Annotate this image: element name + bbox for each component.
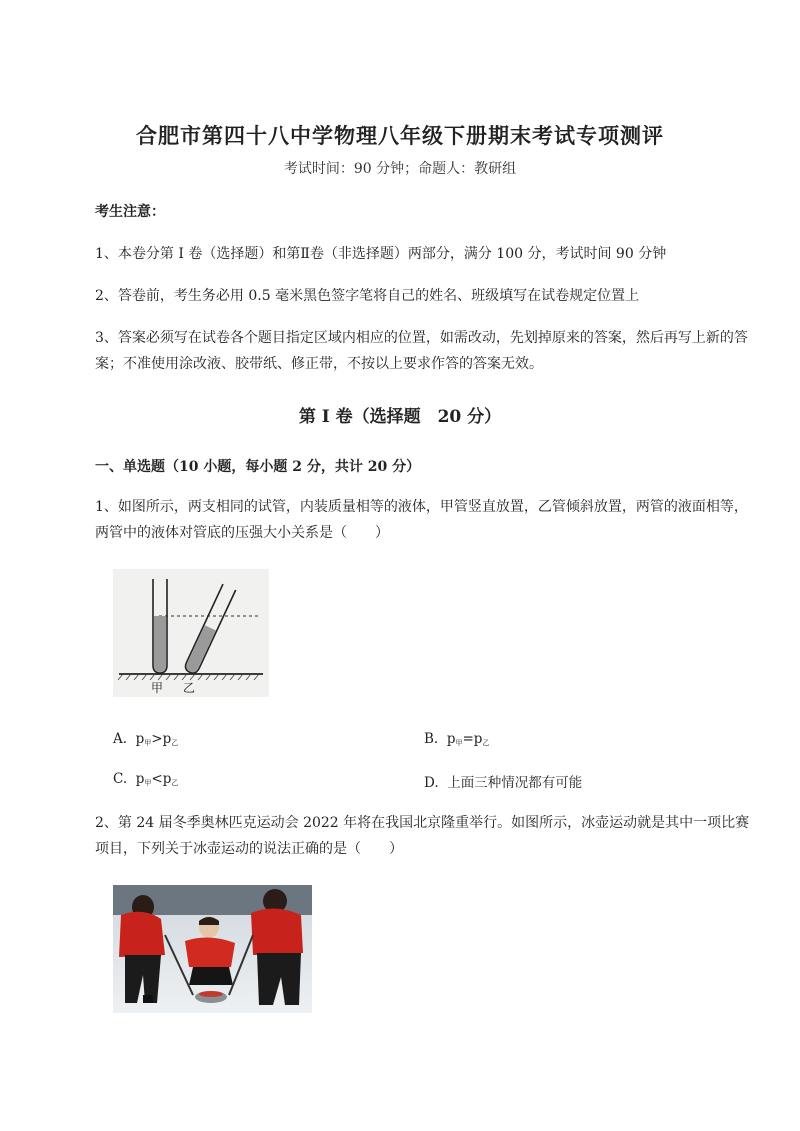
- option-c[interactable]: C. $p_甲<p_乙$: [113, 771, 179, 787]
- test-tube-diagram: [113, 569, 269, 697]
- notice-item-2: 2、答卷前，考生务必用 0.5 毫米黑色签字笔将自己的姓名、班级填写在试卷规定位置上: [95, 288, 640, 304]
- notice-item-1: 1、本卷分第 I 卷（选择题）和第Ⅱ卷（非选择题）两部分，满分 100 分，考试时间 90 分钟: [95, 246, 667, 262]
- exam-info: 考试时间：90 分钟；命题人：教研组: [283, 161, 517, 177]
- notice-heading: 考生注意：: [95, 204, 165, 220]
- page-title: 合肥市第四十八中学物理八年级下册期末考试专项测评: [136, 123, 664, 148]
- tube-label-left: 甲: [151, 681, 164, 695]
- question-type-heading: 一、单选题（10 小题，每小题 2 分，共计 20 分）: [95, 459, 421, 475]
- question-2-text: 2、第 24 届冬季奥林匹克运动会 2022 年将在我国北京隆重举行。如图所示，冰壶运动就是其中一项比赛项目，下列关于冰壶运动的说法正确的是（ ）: [95, 815, 750, 857]
- curling-photo: [113, 885, 312, 1013]
- option-d-letter: D.: [424, 775, 439, 791]
- option-c-letter: C.: [113, 771, 128, 787]
- option-a-letter: A.: [113, 731, 128, 747]
- option-a[interactable]: A. $p_甲>p_乙$: [113, 731, 179, 747]
- notice-item-3: 3、答案必须写在试卷各个题目指定区域内相应的位置，如需改动，先划掉原来的答案，然后再写上新的答案；不准使用涂改液、胶带纸、修正带，不按以上要求作答的答案无效。: [95, 330, 748, 372]
- option-b[interactable]: B. $p_甲=p_乙$: [424, 731, 490, 747]
- tube-label-right: 乙: [183, 681, 196, 695]
- option-b-letter: B.: [424, 731, 439, 747]
- option-d[interactable]: [424, 771, 582, 791]
- section-title: 第 I 卷（选择题 20 分）: [298, 407, 502, 427]
- test-tube-figure: [113, 569, 269, 697]
- option-d-text: 上面三种情况都有可能: [447, 775, 583, 791]
- curling-illustration: [113, 885, 312, 1013]
- question-1-text: 1、如图所示，两支相同的试管，内装质量相等的液体，甲管竖直放置，乙管倾斜放置，两管的液面相等，两管中的液体对管底的压强大小关系是（ ）: [95, 499, 748, 541]
